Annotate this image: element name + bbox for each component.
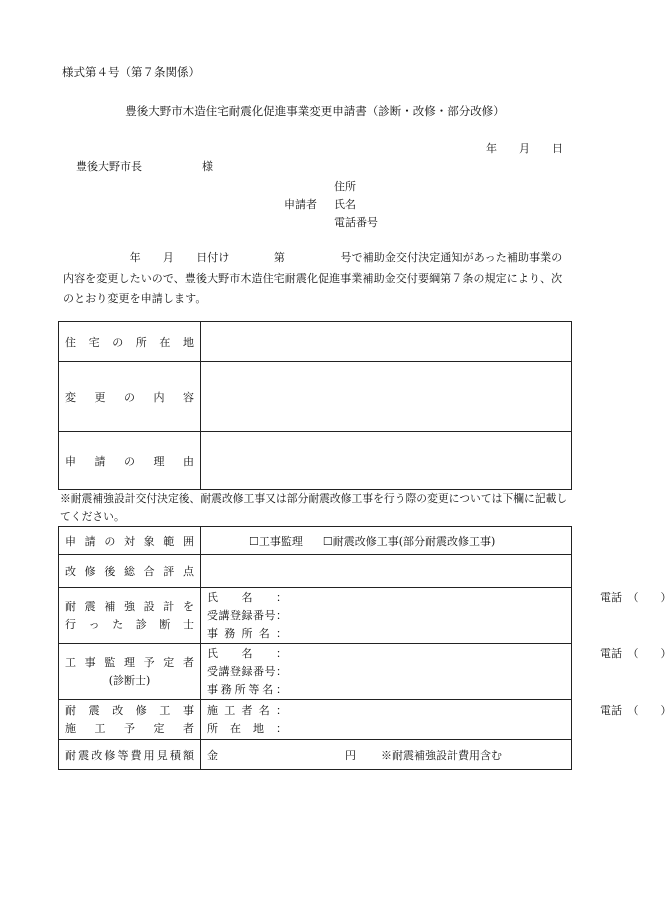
form-title: 豊後大野市木造住宅耐震化促進事業変更申請書（診断・改修・部分改修） bbox=[125, 104, 505, 118]
cost-label: 耐 震 改 修 等 費 用 見 積 額 bbox=[65, 748, 194, 762]
checkbox-supervision[interactable]: ☐工事監理 bbox=[249, 534, 303, 548]
supervisor-label-cell bbox=[59, 644, 201, 700]
designer-reg-label: 受 講 登 録 番 号 ： bbox=[207, 608, 287, 622]
change-label: 変 更 の 内 容 bbox=[65, 390, 194, 404]
supervisor-phone[interactable]: 電話 （ ） bbox=[600, 646, 672, 660]
designer-name-label: 氏 名 ： bbox=[207, 590, 287, 604]
designer-label-line1: 耐 震 補 強 設 計 を bbox=[65, 599, 194, 613]
cost-value-cell[interactable] bbox=[201, 740, 572, 770]
supervisor-office-row[interactable] bbox=[207, 681, 565, 699]
supervisor-office-label: 事 務 所 等 名 ： bbox=[207, 682, 287, 696]
contractor-name-row[interactable] bbox=[207, 702, 672, 720]
change-label-cell bbox=[59, 362, 201, 432]
designer-reg-row[interactable] bbox=[207, 607, 565, 625]
location-label: 住 宅 の 所 在 地 bbox=[65, 335, 194, 349]
supervisor-label-line1: 工 事 監 理 予 定 者 bbox=[65, 655, 194, 669]
construction-table bbox=[58, 526, 672, 770]
rating-label: 改 修 後 総 合 評 点 bbox=[65, 565, 194, 578]
cost-label-cell bbox=[59, 740, 201, 770]
date-month: 月 bbox=[519, 142, 530, 155]
applicant-phone: 電話番号 bbox=[334, 216, 378, 229]
scope-label-cell bbox=[59, 527, 201, 555]
cost-note: ※耐震補強設計費用含む bbox=[381, 748, 502, 762]
supervisor-value-cell bbox=[201, 644, 672, 700]
designer-name-row[interactable] bbox=[207, 589, 672, 607]
rating-value-cell[interactable] bbox=[201, 555, 572, 588]
applicant-label: 申請者 bbox=[284, 198, 317, 211]
reason-label: 申 請 の 理 由 bbox=[65, 454, 194, 468]
body-text: 年 月 日付け 第 号で補助金交付決定通知があった補助事業の内容を変更したいので、豊後大野市木造住宅耐震化促進事業補助金交付要綱第７条の規定により、次のとおり変更を申請します。 bbox=[63, 251, 563, 305]
reason-label-cell bbox=[59, 432, 201, 490]
change-value-cell[interactable] bbox=[201, 362, 572, 432]
form-number: 様式第４号（第７条関係） bbox=[62, 65, 200, 79]
contractor-phone[interactable]: 電話 （ ） bbox=[600, 703, 672, 717]
scope-label: 申 請 の 対 象 範 囲 bbox=[65, 534, 194, 548]
designer-phone[interactable]: 電話 （ ） bbox=[600, 590, 672, 604]
note-text: ※耐震補強設計交付決定後、耐震改修工事又は部分耐震改修工事を行う際の変更については下欄に記載してください。 bbox=[60, 492, 568, 523]
change-table bbox=[58, 321, 572, 490]
supervisor-label-line2: (診断士) bbox=[108, 673, 151, 687]
contractor-label-line1: 耐 震 改 修 工 事 bbox=[65, 703, 194, 717]
date-year: 年 bbox=[486, 142, 497, 155]
reason-value-cell[interactable] bbox=[201, 432, 572, 490]
designer-label-cell bbox=[59, 588, 201, 644]
checkbox-retrofit[interactable]: ☐耐震改修工事(部分耐震改修工事) bbox=[322, 534, 496, 548]
designer-office-label: 事 務 所 名 ： bbox=[207, 626, 287, 640]
contractor-location-row[interactable] bbox=[207, 720, 565, 738]
supervisor-reg-label: 受 講 登 録 番 号 ： bbox=[207, 664, 287, 678]
supervisor-name-row[interactable] bbox=[207, 645, 672, 663]
date-day: 日 bbox=[552, 142, 563, 155]
contractor-value-cell bbox=[201, 700, 672, 740]
applicant-fields bbox=[334, 178, 378, 232]
applicant-name: 氏名 bbox=[334, 198, 356, 211]
designer-value-cell bbox=[201, 588, 672, 644]
location-label-cell bbox=[59, 322, 201, 362]
supervisor-reg-row[interactable] bbox=[207, 663, 565, 681]
contractor-label-cell bbox=[59, 700, 201, 740]
rating-label-cell bbox=[59, 555, 201, 588]
contractor-location-label: 所 在 地 ： bbox=[207, 721, 287, 735]
cost-unit: 円 bbox=[345, 748, 356, 762]
addressee-honorific: 様 bbox=[202, 160, 213, 173]
addressee-name: 豊後大野市長 bbox=[76, 160, 142, 173]
contractor-name-label: 施 工 者 名 ： bbox=[207, 703, 287, 717]
designer-office-row[interactable] bbox=[207, 625, 565, 643]
addressee bbox=[76, 158, 213, 174]
contractor-label-line2: 施 工 予 定 者 bbox=[65, 721, 194, 735]
cost-prefix: 金 bbox=[207, 748, 218, 762]
scope-value-cell bbox=[201, 527, 572, 555]
date-line bbox=[486, 140, 563, 156]
supervisor-name-label: 氏 名 ： bbox=[207, 646, 287, 660]
applicant-address: 住所 bbox=[334, 180, 356, 193]
designer-label-line2: 行 っ た 診 断 士 bbox=[65, 617, 194, 631]
location-value-cell[interactable] bbox=[201, 322, 572, 362]
